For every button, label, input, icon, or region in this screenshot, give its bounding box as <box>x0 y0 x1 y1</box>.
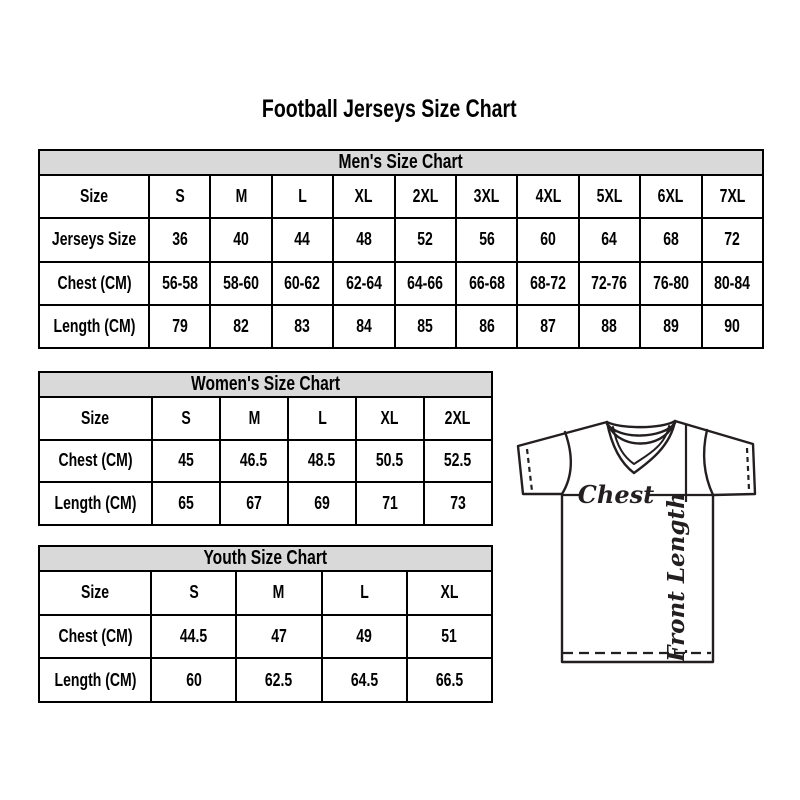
row-label: Size <box>39 571 151 615</box>
size-value-cell: 65 <box>152 482 220 525</box>
table-row <box>39 218 763 261</box>
table-header-row <box>39 372 492 397</box>
size-value-cell: 82 <box>210 305 271 348</box>
size-value-cell: 2XL <box>424 397 492 440</box>
womens-size-table <box>38 371 493 526</box>
size-value-cell: 71 <box>356 482 424 525</box>
size-value-cell: 68-72 <box>517 262 578 305</box>
size-value-cell: 68 <box>640 218 701 261</box>
size-value-cell: 6XL <box>640 175 701 218</box>
size-value-cell: XL <box>356 397 424 440</box>
size-value-cell: 72-76 <box>579 262 640 305</box>
size-value-cell: 52.5 <box>424 440 492 483</box>
size-value-cell: 51 <box>407 615 492 659</box>
size-value-cell: S <box>149 175 210 218</box>
size-value-cell: 7XL <box>702 175 763 218</box>
size-value-cell: 64-66 <box>395 262 456 305</box>
table-title: Women's Size Chart <box>39 372 492 397</box>
size-value-cell: 40 <box>210 218 271 261</box>
size-value-cell: XL <box>407 571 492 615</box>
table-row <box>39 658 492 702</box>
size-value-cell: 67 <box>220 482 288 525</box>
table-header-row <box>39 150 763 175</box>
size-value-cell: 90 <box>702 305 763 348</box>
table-row <box>39 305 763 348</box>
table-row <box>39 482 492 525</box>
size-value-cell: L <box>322 571 407 615</box>
table-row <box>39 615 492 659</box>
mens-size-table <box>38 149 764 349</box>
row-label: Length (CM) <box>39 658 151 702</box>
size-value-cell: 66-68 <box>456 262 517 305</box>
row-label: Size <box>39 175 149 218</box>
size-value-cell: L <box>288 397 356 440</box>
size-value-cell: L <box>272 175 333 218</box>
size-value-cell: 4XL <box>517 175 578 218</box>
size-value-cell: M <box>210 175 271 218</box>
size-value-cell: 49 <box>322 615 407 659</box>
youth-size-table <box>38 545 493 703</box>
size-value-cell: 79 <box>149 305 210 348</box>
size-value-cell: 3XL <box>456 175 517 218</box>
page-title-text: Football Jerseys Size Chart <box>261 95 517 123</box>
table-row <box>39 440 492 483</box>
front-length-label: Front Length <box>663 492 690 662</box>
size-value-cell: 72 <box>702 218 763 261</box>
row-label: Chest (CM) <box>39 615 151 659</box>
womens-size-table-grid <box>38 371 493 526</box>
size-value-cell: 46.5 <box>220 440 288 483</box>
size-value-cell: 62-64 <box>333 262 394 305</box>
size-value-cell: 86 <box>456 305 517 348</box>
table-header-row <box>39 546 492 571</box>
size-value-cell: 66.5 <box>407 658 492 702</box>
mens-size-table-grid <box>38 149 764 349</box>
page-title <box>0 95 778 124</box>
row-label: Length (CM) <box>39 305 149 348</box>
size-value-cell: 64 <box>579 218 640 261</box>
size-value-cell: 83 <box>272 305 333 348</box>
size-value-cell: 69 <box>288 482 356 525</box>
size-value-cell: 60 <box>151 658 236 702</box>
size-value-cell: 76-80 <box>640 262 701 305</box>
size-value-cell: 48.5 <box>288 440 356 483</box>
size-value-cell: 85 <box>395 305 456 348</box>
size-value-cell: 52 <box>395 218 456 261</box>
size-value-cell: S <box>152 397 220 440</box>
size-value-cell: 47 <box>236 615 321 659</box>
size-value-cell: 44.5 <box>151 615 236 659</box>
table-title: Men's Size Chart <box>39 150 763 175</box>
size-value-cell: 48 <box>333 218 394 261</box>
table-title: Youth Size Chart <box>39 546 492 571</box>
table-row <box>39 571 492 615</box>
size-value-cell: 62.5 <box>236 658 321 702</box>
size-value-cell: 56 <box>456 218 517 261</box>
size-value-cell: M <box>220 397 288 440</box>
size-value-cell: 60 <box>517 218 578 261</box>
jersey-outline <box>518 421 755 662</box>
size-value-cell: 2XL <box>395 175 456 218</box>
size-value-cell: S <box>151 571 236 615</box>
row-label: Chest (CM) <box>39 440 152 483</box>
youth-size-table-grid <box>38 545 493 703</box>
row-label: Chest (CM) <box>39 262 149 305</box>
row-label: Length (CM) <box>39 482 152 525</box>
size-value-cell: 89 <box>640 305 701 348</box>
size-value-cell: 64.5 <box>322 658 407 702</box>
size-value-cell: 5XL <box>579 175 640 218</box>
size-value-cell: 36 <box>149 218 210 261</box>
size-value-cell: 56-58 <box>149 262 210 305</box>
size-value-cell: 45 <box>152 440 220 483</box>
table-row <box>39 397 492 440</box>
size-value-cell: 80-84 <box>702 262 763 305</box>
size-value-cell: 50.5 <box>356 440 424 483</box>
size-value-cell: 84 <box>333 305 394 348</box>
row-label: Jerseys Size <box>39 218 149 261</box>
size-value-cell: M <box>236 571 321 615</box>
jersey-diagram <box>505 412 767 670</box>
size-value-cell: 60-62 <box>272 262 333 305</box>
size-value-cell: 73 <box>424 482 492 525</box>
size-value-cell: XL <box>333 175 394 218</box>
size-value-cell: 58-60 <box>210 262 271 305</box>
size-value-cell: 88 <box>579 305 640 348</box>
row-label: Size <box>39 397 152 440</box>
table-row <box>39 175 763 218</box>
size-value-cell: 87 <box>517 305 578 348</box>
size-value-cell: 44 <box>272 218 333 261</box>
table-row <box>39 262 763 305</box>
chest-label: Chest <box>577 480 655 509</box>
